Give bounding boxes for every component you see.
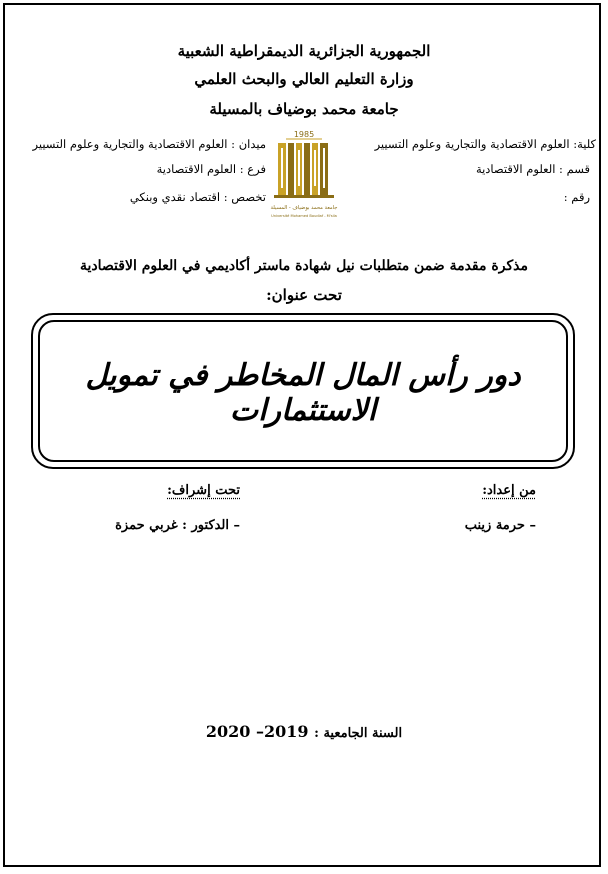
academic-year-value: 2019– 2020 xyxy=(205,722,309,741)
ministry-name: وزارة التعليم العالي والبحث العلمي xyxy=(194,70,414,88)
supervisor-name: – الدكتور : غربي حمزة xyxy=(115,518,240,533)
number-line: رقم : xyxy=(563,190,590,204)
field-line: ميدان : العلوم الاقتصادية والتجارية وعلوم التسيير xyxy=(32,137,266,151)
thesis-title: دور رأس المال المخاطر في تمويل الاستثمارات xyxy=(85,358,521,428)
faculty-line: كلية: العلوم الاقتصادية والتجارية وعلوم التسيير xyxy=(374,137,596,151)
republic-name: الجمهورية الجزائرية الديمقراطية الشعبية xyxy=(177,42,431,60)
logo-name-ar: جامعة محمد بوضياف - المسيلة xyxy=(270,205,338,211)
university-logo xyxy=(266,128,342,224)
under-title-label: تحت عنوان: xyxy=(266,286,342,304)
academic-year-label: السنة الجامعية : xyxy=(314,726,403,741)
specialty-line: تخصص : اقتصاد نقدي وبنكي xyxy=(129,190,266,204)
branch-line: فرع : العلوم الاقتصادية xyxy=(156,162,266,176)
prepared-by-label: من إعداد: xyxy=(482,483,536,498)
academic-year xyxy=(0,722,608,741)
logo-name-fr: Université Mohamed Boudiaf - M'sila xyxy=(271,214,337,218)
thesis-intro: مذكرة مقدمة ضمن متطلبات نيل شهادة ماستر أكاديمي في العلوم الاقتصادية xyxy=(80,258,528,274)
supervisor-label: تحت إشراف: xyxy=(167,483,240,498)
logo-year: 1985 xyxy=(293,130,315,139)
department-line: قسم : العلوم الاقتصادية xyxy=(475,162,590,176)
student-name: – حرمة زينب xyxy=(464,518,536,533)
university-name: جامعة محمد بوضياف بالمسيلة xyxy=(209,100,399,118)
